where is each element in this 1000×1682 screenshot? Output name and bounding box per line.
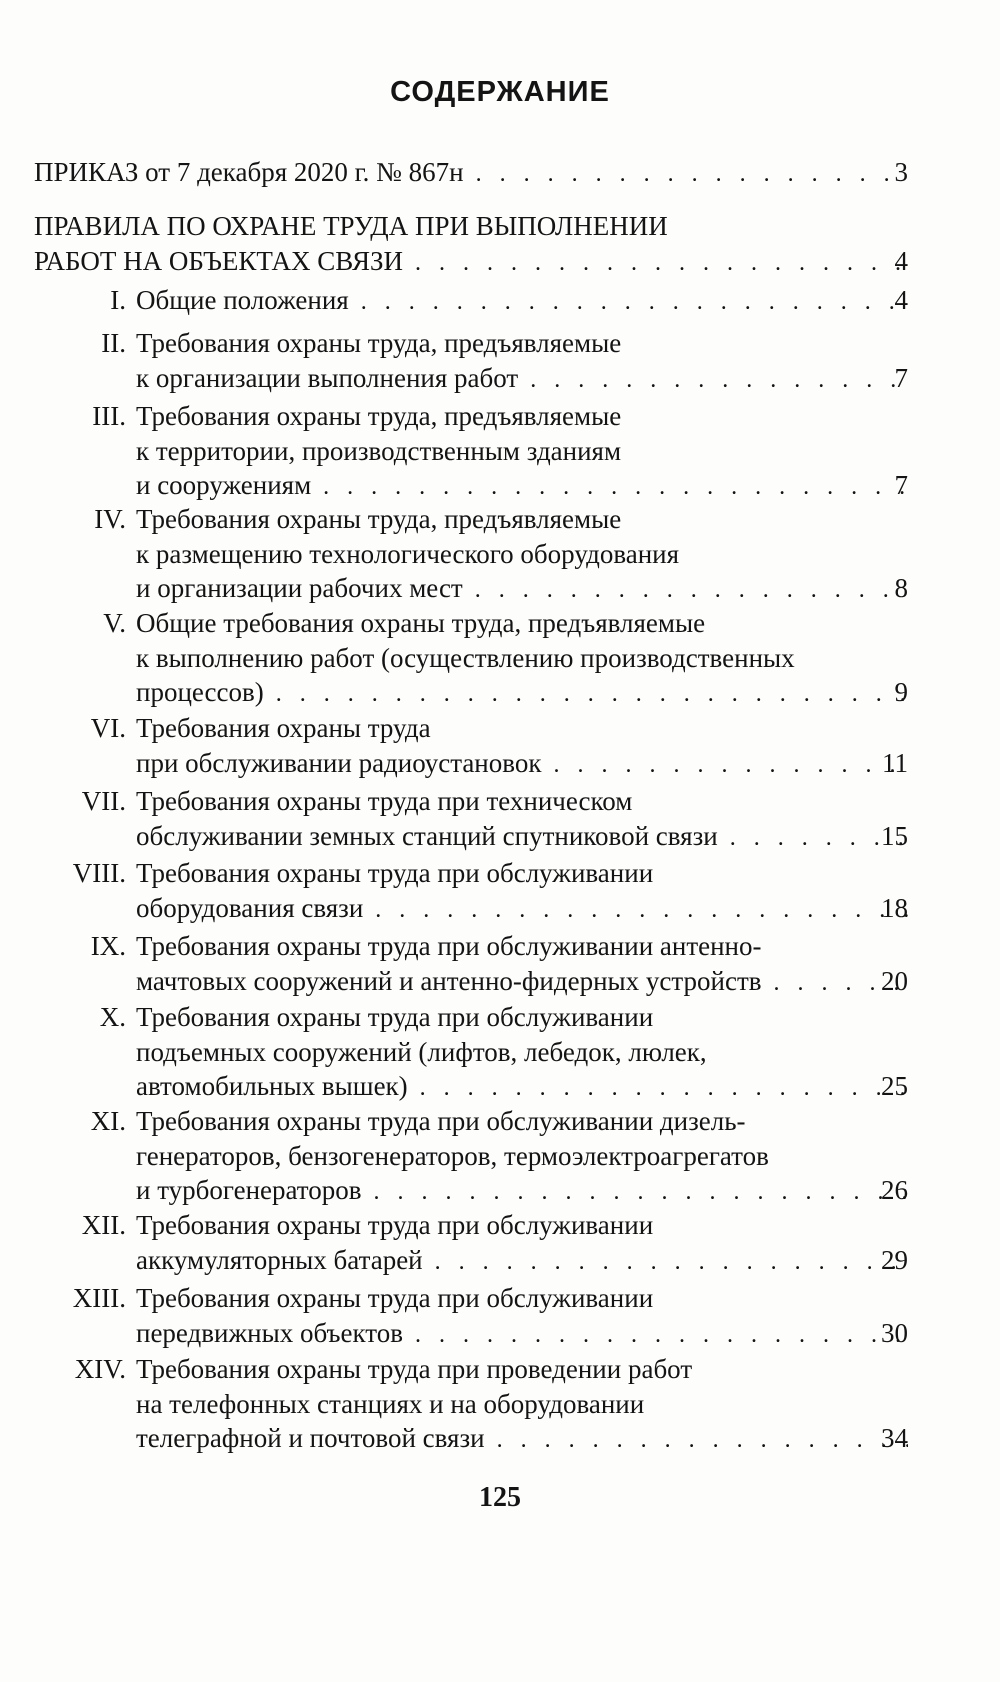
- leader-dots: [497, 1423, 908, 1458]
- entry-title-line: ПРАВИЛА ПО ОХРАНЕ ТРУДА ПРИ ВЫПОЛНЕНИИ: [34, 211, 668, 241]
- entry-title: [136, 711, 908, 782]
- entry-title-line: Общие требования охраны труда, предъявляемые: [136, 608, 706, 638]
- leader-dots: [361, 285, 908, 320]
- entry-page-number: 29: [881, 1244, 908, 1275]
- entry-title-line: и турбогенераторов . . .: [136, 1173, 908, 1210]
- entry-title-line: аккумуляторных батарей . . .: [136, 1243, 908, 1280]
- entry-title-line: телеграфной и почтовой связи . . .: [136, 1421, 908, 1458]
- entry-title-line: к размещению технологического оборудования: [136, 538, 680, 569]
- entry-page-number: 11: [882, 747, 908, 778]
- section-number: I.: [110, 285, 126, 315]
- leader-dots: [420, 1071, 908, 1106]
- entry-title: [136, 1208, 908, 1279]
- section-number: XIII.: [72, 1283, 126, 1313]
- entry-title-line: оборудования связи . . .: [136, 891, 908, 928]
- entry-title-line: обслуживании земных станций спутниковой связи . . .: [136, 819, 908, 856]
- leader-dots: [435, 1245, 908, 1280]
- entry-title-line: генераторов, бензогенераторов, термоэлектроагрегатов: [136, 1140, 769, 1171]
- leader-dots: [374, 1175, 909, 1210]
- entry-page-number: 4: [894, 245, 908, 276]
- entry-title-line: Требования охраны труда, предъявляемые: [136, 401, 622, 431]
- leader-dots: [375, 893, 908, 928]
- entry-title-line: Требования охраны труда при обслуживании: [136, 1283, 654, 1313]
- section-number: X.: [99, 1002, 126, 1032]
- page-title: СОДЕРЖАНИЕ: [390, 76, 610, 108]
- entry-title-line: при обслуживании радиоустановок . . .: [136, 746, 908, 783]
- entry-title-line: Требования охраны труда, предъявляемые: [136, 504, 622, 534]
- leader-dots: [323, 470, 908, 505]
- section-number: IV.: [94, 504, 126, 534]
- entry-title: [34, 209, 908, 280]
- section-number: VIII.: [72, 858, 126, 888]
- entry-page-number: 34: [881, 1423, 908, 1453]
- entry-title: [136, 856, 908, 927]
- entry-title-line: процессов) . . .: [136, 675, 908, 712]
- leader-dots: [276, 677, 908, 712]
- entry-title: [136, 929, 908, 1000]
- entry-title: [34, 155, 908, 192]
- entry-title-line: Требования охраны труда при обслуживании: [136, 858, 654, 888]
- section-number: V.: [103, 608, 126, 638]
- entry-page-number: 9: [894, 677, 908, 707]
- entry-page-number: 25: [881, 1071, 908, 1101]
- entry-title-line: Требования охраны труда при техническом: [136, 786, 633, 816]
- entry-title: [136, 1352, 908, 1458]
- entry-title: [136, 399, 908, 505]
- entry-title-line: и сооружениям . . .: [136, 468, 908, 505]
- entry-page-number: 20: [881, 965, 908, 996]
- entry-page-number: 8: [894, 573, 908, 603]
- entry-title-line: к выполнению работ (осуществлению производственных: [136, 642, 795, 673]
- entry-page-number: 7: [894, 362, 908, 393]
- section-number: VI.: [90, 713, 126, 743]
- entry-title-line: к территории, производственным зданиям: [136, 435, 622, 466]
- section-number: VII.: [81, 786, 126, 816]
- entry-title: [136, 1281, 908, 1352]
- entry-title: [136, 1104, 908, 1210]
- section-number: II.: [101, 328, 126, 358]
- entry-title-line: Требования охраны труда при обслуживании дизель-: [136, 1106, 746, 1136]
- entry-title-line: Требования охраны труда: [136, 713, 431, 743]
- entry-title-line: Требования охраны труда при обслуживании: [136, 1002, 654, 1032]
- section-number: III.: [92, 401, 126, 431]
- section-number: XI.: [90, 1106, 126, 1136]
- entry-title-line: мачтовых сооружений и антенно-фидерных устройств . . .: [136, 964, 908, 1001]
- leader-dots: [475, 573, 908, 608]
- entry-title: [136, 502, 908, 608]
- entry-title-line: РАБОТ НА ОБЪЕКТАХ СВЯЗИ . . .: [34, 244, 908, 281]
- entry-title: [136, 326, 908, 397]
- entry-title: [136, 1000, 908, 1106]
- entry-page-number: 7: [894, 470, 908, 500]
- entry-title-line: на телефонных станциях и на оборудовании: [136, 1388, 645, 1419]
- entry-page-number: 26: [881, 1175, 908, 1205]
- entry-title-line: Общие положения . . .: [136, 283, 908, 320]
- entry-title: [136, 283, 908, 320]
- entry-page-number: 18: [881, 892, 908, 923]
- entry-title-line: к организации выполнения работ . . .: [136, 361, 908, 398]
- leader-dots: [415, 1318, 908, 1353]
- entry-title-line: Требования охраны труда, предъявляемые: [136, 328, 622, 358]
- entry-page-number: 4: [894, 285, 908, 315]
- entry-page-number: 3: [894, 157, 908, 187]
- entry-title: [136, 606, 908, 712]
- entry-title-line: автомобильных вышек) . . .: [136, 1069, 908, 1106]
- entry-page-number: 15: [881, 820, 908, 851]
- entry-title-line: ПРИКАЗ от 7 декабря 2020 г. № 867н . . .: [34, 155, 908, 192]
- leader-dots: [415, 246, 908, 281]
- entry-title-line: Требования охраны труда при обслуживании: [136, 1210, 654, 1240]
- entry-title-line: подъемных сооружений (лифтов, лебедок, люлек,: [136, 1036, 707, 1067]
- entry-title-line: передвижных объектов . . .: [136, 1316, 908, 1353]
- leader-dots: [476, 157, 908, 192]
- entry-title-line: Требования охраны труда при обслуживании антенно-: [136, 931, 762, 961]
- entry-title-line: и организации рабочих мест . . .: [136, 571, 908, 608]
- section-number: IX.: [90, 931, 126, 961]
- entry-title-line: Требования охраны труда при проведении работ: [136, 1354, 693, 1384]
- entry-page-number: 30: [881, 1317, 908, 1348]
- entry-title: [136, 784, 908, 855]
- section-number: XII.: [81, 1210, 126, 1240]
- page-number: 125: [479, 1482, 521, 1513]
- section-number: XIV.: [74, 1354, 126, 1384]
